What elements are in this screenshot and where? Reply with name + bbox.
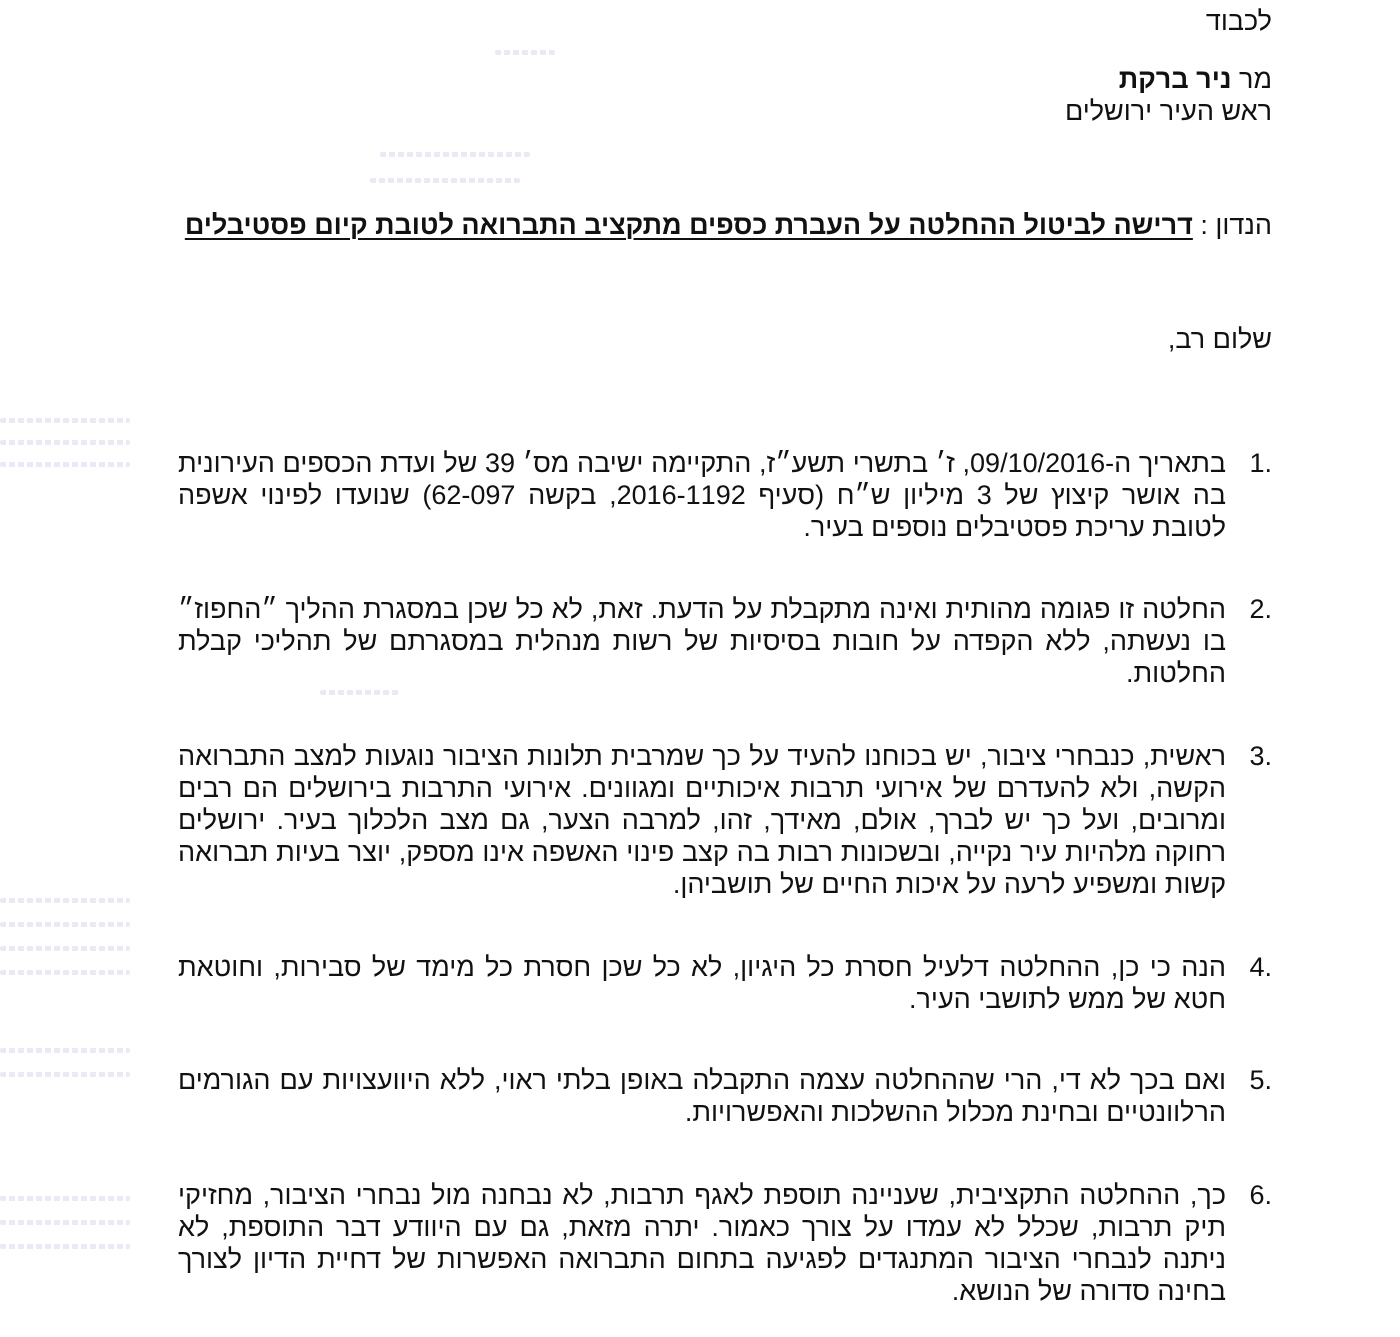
scan-artifact	[0, 462, 130, 467]
scan-artifact	[0, 1196, 130, 1201]
paragraph-number: 4.	[1249, 952, 1272, 982]
scan-artifact	[0, 1048, 130, 1053]
subject-label: הנדון :	[1200, 210, 1272, 240]
paragraph-text: החלטה זו פגומה מהותית ואינה מתקבלת על הדעת. זאת, לא כל שכן במסגרת ההליך ״החפוז״ בו נעשתה, ללא הקפדה על חובות בסיסיות של רשות מנהלית במסגרתם של תהליכי קבלת החלטות.	[178, 594, 1226, 688]
paragraph-text: בתאריך ה-09/10/2016, ז׳ בתשרי תשע״ז, התקיימה ישיבה מס׳ 39 של ועדת הכספים העירונית בה אושר קיצוץ של 3 מיליון ש״ח (סעיף 2016-1192, בקשה 62-097) שנועדו לפינוי אשפה לטובת עריכת פסטיבלים נוספים בעיר.	[178, 448, 1226, 542]
scan-artifact	[0, 1072, 130, 1077]
recipient-prefix: מר	[1239, 64, 1272, 94]
scan-artifact	[0, 1220, 130, 1225]
paragraph-number: 6.	[1249, 1180, 1272, 1210]
paragraph-number: 5.	[1249, 1065, 1272, 1095]
paragraph-text: הנה כי כן, ההחלטה דלעיל חסרת כל היגיון, לא כל שכן חסרת כל מימד של סבירות, וחוטאת חטא של ממש לתושבי העיר.	[178, 952, 1226, 1014]
scan-artifact	[0, 418, 130, 423]
scan-artifact	[0, 970, 130, 975]
paragraph-text: ואם בכך לא די, הרי שההחלטה עצמה התקבלה באופן בלתי ראוי, ללא היוועצויות עם הגורמים הרלוונטיים ובחינת מכלול ההשלכות והאפשרויות.	[178, 1065, 1226, 1127]
paragraph-number: 2.	[1249, 594, 1272, 624]
paragraph-3	[132, 740, 1272, 900]
greeting: שלום רב,	[1167, 324, 1272, 354]
scan-artifact	[320, 690, 400, 695]
paragraph-1	[132, 447, 1272, 543]
recipient-name: ניר ברקת	[1118, 64, 1232, 94]
scan-artifact	[0, 1244, 130, 1249]
scan-artifact	[0, 898, 130, 903]
scan-artifact	[380, 152, 530, 157]
paragraph-4	[132, 951, 1272, 1015]
paragraph-2	[132, 593, 1272, 689]
scan-artifact	[370, 178, 520, 183]
scan-artifact	[0, 946, 130, 951]
paragraph-6	[132, 1179, 1272, 1307]
paragraph-text: כך, ההחלטה התקציבית, שעניינה תוספת לאגף תרבות, לא נבחנה מול נבחרי הציבור, מחזיקי תיק תרבות, שכלל לא עמדו על צורך כאמור. יתרה מזאת, גם עם היוודע דבר התוספת, לא ניתנה לנבחרי הציבור המתנגדים לפגיעה בתחום התברואה האפשרות של דחיית הדיון לצורך בחינה סדורה של הנושא.	[178, 1180, 1226, 1306]
recipient-line	[1119, 63, 1272, 96]
paragraph-5	[132, 1064, 1272, 1128]
paragraph-text: ראשית, כנבחרי ציבור, יש בכוחנו להעיד על כך שמרבית תלונות הציבור נוגעות למצב התברואה הקשה, ולא להעדרם של אירועי תרבות איכותיים ומגוונים. אירועי התרבות בירושלים הם רבים ומרובים, ועל כך יש לברך, אולם, מאידך, זהו, למרבה הצער, גם מצב הלכלוך בעיר. ירושלים רחוקה מלהיות עיר נקייה, ובשכונות רבות בה קצב פינוי האשפה אינו מספק, יוצר בעיות תברואה קשות ומשפיע לרעה על איכות החיים של תושביהן.	[178, 741, 1226, 899]
subject-line	[185, 209, 1272, 242]
paragraph-number: 3.	[1249, 741, 1272, 771]
scan-artifact	[495, 50, 555, 55]
recipient-title: ראש העיר ירושלים	[1064, 96, 1272, 126]
salutation-to: לכבוד	[1205, 6, 1272, 36]
scan-artifact	[0, 440, 130, 445]
paragraph-number: 1.	[1249, 448, 1272, 478]
subject-text: דרישה לביטול ההחלטה על העברת כספים מתקציב התברואה לטובת קיום פסטיבלים	[184, 210, 1193, 240]
scan-artifact	[0, 922, 130, 927]
